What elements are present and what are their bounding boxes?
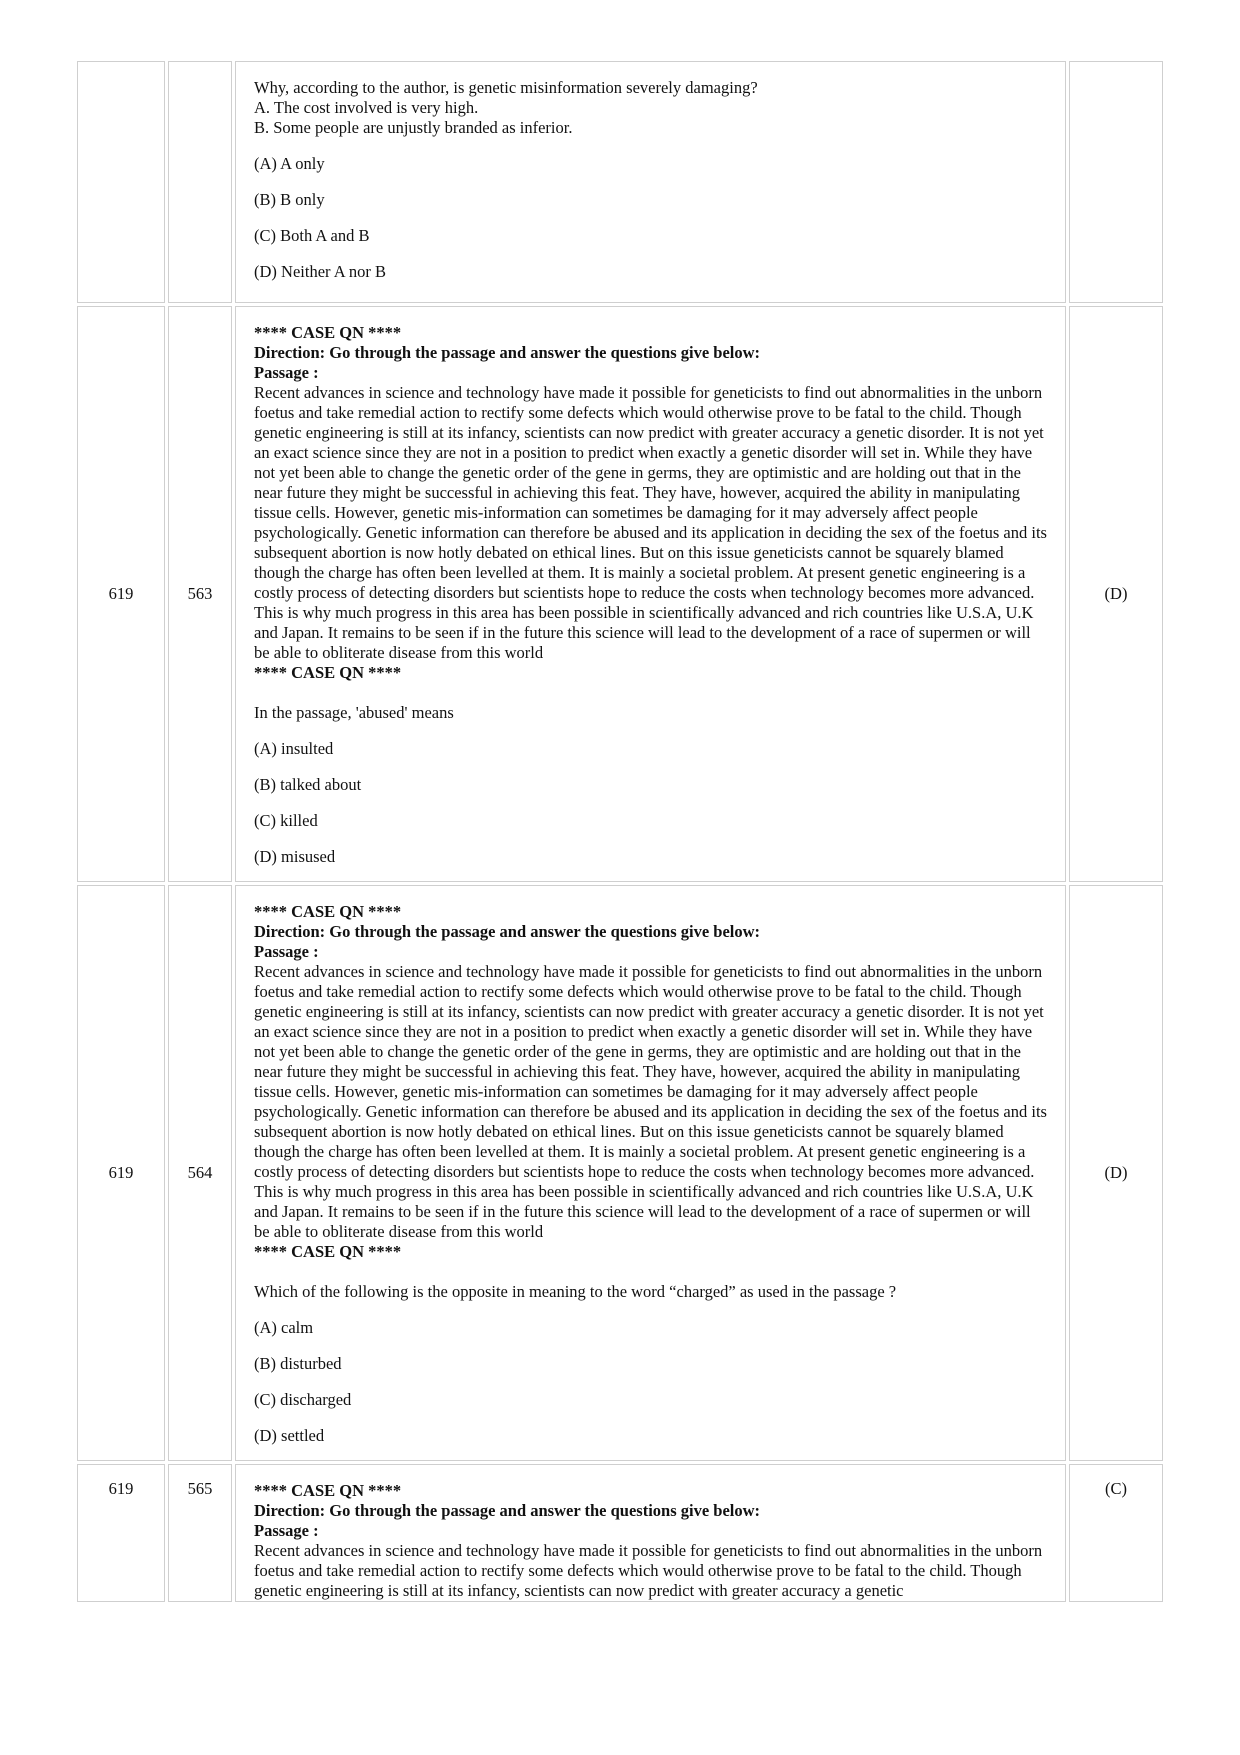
table-row	[77, 61, 1163, 303]
option-a: (A) A only	[254, 154, 325, 173]
case-marker-end: **** CASE QN ****	[254, 663, 402, 682]
row-index-cell: 619	[77, 306, 165, 882]
question-sheet	[74, 58, 1166, 1605]
case-marker: **** CASE QN ****	[254, 902, 402, 921]
answer-cell: (D)	[1069, 306, 1163, 882]
row-index-cell	[77, 61, 165, 303]
table-row	[77, 885, 1163, 1461]
answer-cell: (C)	[1069, 1464, 1163, 1602]
direction-text: Direction: Go through the passage and answer the questions give below:	[254, 922, 761, 941]
passage-text: Recent advances in science and technology have made it possible for geneticists to find out abnormalities in the unborn foetus and take remedial action to rectify some defects which would otherwise prove to be fatal to the child. Though genetic engineering is still at its infancy, scientists can now predict with greater accuracy a genetic	[254, 1541, 1043, 1600]
question-stem: In the passage, 'abused' means	[254, 703, 454, 722]
question-number-cell: 564	[168, 885, 232, 1461]
option-d: (D) misused	[254, 847, 336, 866]
answer-cell	[1069, 61, 1163, 303]
question-number-cell: 565	[168, 1464, 232, 1602]
direction-text: Direction: Go through the passage and answer the questions give below:	[254, 1501, 761, 1520]
question-cell	[235, 885, 1066, 1461]
option-b: (B) B only	[254, 190, 325, 209]
question-number-cell: 563	[168, 306, 232, 882]
passage-label: Passage :	[254, 1521, 319, 1540]
option-d: (D) settled	[254, 1426, 325, 1445]
question-number-cell	[168, 61, 232, 303]
table-row	[77, 306, 1163, 882]
statement-a: A. The cost involved is very high.	[254, 98, 479, 117]
question-cell	[235, 61, 1066, 303]
case-marker: **** CASE QN ****	[254, 1481, 402, 1500]
statement-b: B. Some people are unjustly branded as inferior.	[254, 118, 573, 137]
question-table	[74, 58, 1166, 1605]
case-marker-end: **** CASE QN ****	[254, 1242, 402, 1261]
passage-text: Recent advances in science and technology have made it possible for geneticists to find out abnormalities in the unborn foetus and take remedial action to rectify some defects which would otherwise prove to be fatal to the child. Though genetic engineering is still at its infancy, scientists can now predict with greater accuracy a genetic disorder. It is not yet an exact science since they are not in a position to predict when exactly a genetic disorder will set in. While they have not yet been able to change the genetic order of the gene in germs, they are optimistic and are holding out that in the near future they might be successful in achieving this feat. They have, however, acquired the ability in manipulating tissue cells. However, genetic mis-information can sometimes be damaging for it may adversely affect people psychologically. Genetic information can therefore be abused and its application in deciding the sex of the foetus and its subsequent abortion is now hotly debated on ethical lines. But on this issue geneticists cannot be squarely blamed though the charge has often been levelled at them. It is mainly a societal problem. At present genetic engineering is a costly process of detecting disorders but scientists hope to reduce the costs when technology becomes more advanced. This is why much progress in this area has been possible in scientifically advanced and rich countries like U.S.A, U.K and Japan. It remains to be seen if in the future this science will lead to the development of a race of supermen or will be able to obliterate disease from this world	[254, 383, 1047, 662]
question-cell	[235, 1464, 1066, 1602]
row-index-cell: 619	[77, 1464, 165, 1602]
option-c: (C) killed	[254, 811, 318, 830]
passage-label: Passage :	[254, 942, 319, 961]
passage-label: Passage :	[254, 363, 319, 382]
option-c: (C) Both A and B	[254, 226, 370, 245]
question-stem: Which of the following is the opposite in meaning to the word “charged” as used in the passage ?	[254, 1282, 897, 1301]
option-c: (C) discharged	[254, 1390, 352, 1409]
option-a: (A) calm	[254, 1318, 314, 1337]
option-b: (B) disturbed	[254, 1354, 342, 1373]
case-marker: **** CASE QN ****	[254, 323, 402, 342]
question-cell	[235, 306, 1066, 882]
answer-cell: (D)	[1069, 885, 1163, 1461]
option-a: (A) insulted	[254, 739, 334, 758]
passage-text: Recent advances in science and technology have made it possible for geneticists to find out abnormalities in the unborn foetus and take remedial action to rectify some defects which would otherwise prove to be fatal to the child. Though genetic engineering is still at its infancy, scientists can now predict with greater accuracy a genetic disorder. It is not yet an exact science since they are not in a position to predict when exactly a genetic disorder will set in. While they have not yet been able to change the genetic order of the gene in germs, they are optimistic and are holding out that in the near future they might be successful in achieving this feat. They have, however, acquired the ability in manipulating tissue cells. However, genetic mis-information can sometimes be damaging for it may adversely affect people psychologically. Genetic information can therefore be abused and its application in deciding the sex of the foetus and its subsequent abortion is now hotly debated on ethical lines. But on this issue geneticists cannot be squarely blamed though the charge has often been levelled at them. It is mainly a societal problem. At present genetic engineering is a costly process of detecting disorders but scientists hope to reduce the costs when technology becomes more advanced. This is why much progress in this area has been possible in scientifically advanced and rich countries like U.S.A, U.K and Japan. It remains to be seen if in the future this science will lead to the development of a race of supermen or will be able to obliterate disease from this world	[254, 962, 1047, 1241]
question-stem: Why, according to the author, is genetic misinformation severely damaging?	[254, 78, 758, 97]
option-d: (D) Neither A nor B	[254, 262, 386, 281]
row-index-cell: 619	[77, 885, 165, 1461]
option-b: (B) talked about	[254, 775, 362, 794]
direction-text: Direction: Go through the passage and answer the questions give below:	[254, 343, 761, 362]
table-row	[77, 1464, 1163, 1602]
